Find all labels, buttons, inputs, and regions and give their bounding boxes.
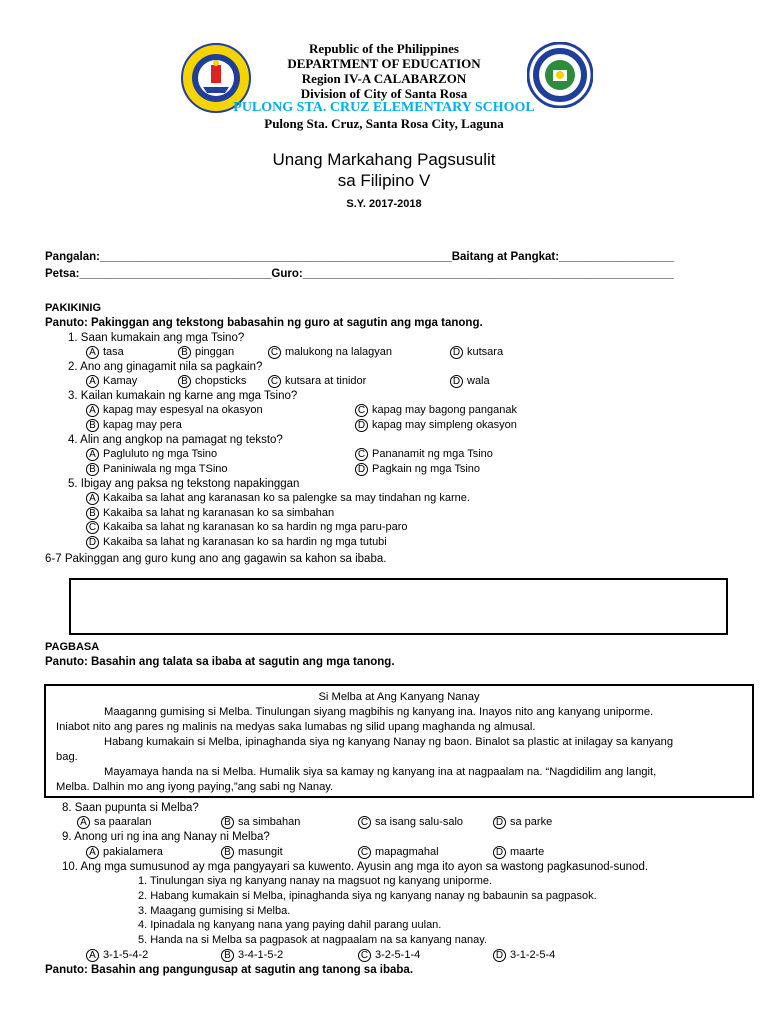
school-year: S.Y. 2017-2018 [346,198,422,210]
q10-item-4: 4. Ipinadala ng kanyang nana yang paying dahil parang uulan. [138,919,442,931]
option-letter: A [86,448,99,461]
option-letter: A [86,404,99,417]
q2-option-a[interactable] [86,374,137,388]
option-letter: A [86,949,99,962]
option-text: sa parke [510,816,553,828]
question-9: 9. Anong uri ng ina ang Nanay ni Melba? [62,831,270,843]
option-text: chopsticks [195,375,247,387]
option-letter: D [86,536,99,549]
option-text: malukong na lalagyan [285,346,393,358]
section-heading-pakikinig: PAKIKINIG [45,302,102,314]
header-school-name: PULONG STA. CRUZ ELEMENTARY SCHOOL [233,100,535,115]
q3-option-c[interactable] [355,403,517,417]
option-text: 3-1-5-4-2 [103,949,149,961]
option-letter: A [77,816,90,829]
question-4: 4. Alin ang angkop na pamagat ng teksto? [68,434,283,446]
q4-option-c[interactable] [355,447,493,461]
option-text: kapag may pera [103,419,182,431]
pangalan-field[interactable]: Pangalan:_______________________________________________________Baitang at Pangkat:__________________ [45,251,675,263]
option-letter: A [86,492,99,505]
option-text: kutsara [467,346,504,358]
q10-item-1: 1. Tinulungan siya ng kanyang nanay na magsuot ng kanyang uniporme. [138,875,493,887]
option-letter: C [358,816,371,829]
option-letter: A [86,375,99,388]
instruction-pakikinig: Panuto: Pakinggan ang tekstong babasahin ng guro at sagutin ang mga tanong. [45,317,483,329]
question-1: 1. Saan kumakain ang mga Tsino? [68,332,245,344]
question-3: 3. Kailan kumakain ng karne ang mga Tsino? [68,390,298,402]
option-text: sa paaralan [94,816,152,828]
option-letter: C [358,846,371,859]
q9-option-a[interactable] [86,845,163,859]
q8-option-d[interactable] [493,815,552,829]
option-text: kapag may simpleng okasyon [372,419,517,431]
option-letter: B [86,463,99,476]
q9-option-c[interactable] [358,845,439,859]
story-paragraph-1-line-2: Iniabot nito ang pares ng malinis na medyas saka lumabas ng silid upang maghanda ng almusal. [56,721,536,733]
option-text: Pagkain ng mga Tsino [372,463,481,475]
q4-option-d[interactable] [355,462,480,476]
question-6-7: 6-7 Pakinggan ang guro kung ano ang gagawin sa kahon sa ibaba. [45,553,387,565]
q10-option-a[interactable] [86,948,148,962]
option-letter: D [493,949,506,962]
option-letter: C [355,448,368,461]
instruction-last: Panuto: Basahin ang pangungusap at sagutin ang tanong sa ibaba. [45,964,414,976]
option-letter: B [221,846,234,859]
option-letter: A [86,346,99,359]
header-republic: Republic of the Philippines [309,41,459,56]
q2-option-c[interactable] [268,374,366,388]
q10-option-d[interactable] [493,948,555,962]
option-text: Kamay [103,375,138,387]
question-10: 10. Ang mga sumusunod ay mga pangyayari sa kuwento. Ayusin ang mga ito ayon sa wastong pagkasunod-sunod. [62,861,649,873]
q4-option-b[interactable] [86,462,228,476]
option-text: Kakaiba sa lahat ng karanasan ko sa hardin ng mga tutubi [103,536,387,548]
option-text: Kakaiba sa lahat ng karanasan ko sa simbahan [103,507,335,519]
option-letter: D [493,846,506,859]
option-letter: C [86,521,99,534]
option-text: maarte [510,846,545,858]
option-text: Kakaiba sa lahat ang karanasan ko sa palengke sa may tindahan ng karne. [103,492,470,504]
option-letter: B [178,346,191,359]
option-text: 3-1-2-5-4 [510,949,556,961]
header-address: Pulong Sta. Cruz, Santa Rosa City, Laguna [264,116,504,131]
story-paragraph-3-line-2: Melba. Dalhin mo ang iyong paying,”ang sabi ng Nanay. [56,781,334,793]
option-text: tasa [103,346,124,358]
option-letter: B [178,375,191,388]
option-letter: C [358,949,371,962]
option-letter: D [355,463,368,476]
option-text: wala [467,375,490,387]
q5-option-d[interactable] [86,535,387,549]
q9-option-b[interactable] [221,845,283,859]
q10-item-3: 3. Maagang gumising si Melba. [138,905,291,917]
option-text: kutsara at tinidor [285,375,367,387]
q3-option-a[interactable] [86,403,263,417]
question-2: 2. Ano ang ginagamit nila sa pagkain? [68,361,263,373]
q10-item-5: 5. Handa na si Melba sa pagpasok at nagpaalam na sa kanyang nanay. [138,934,487,946]
q10-option-b[interactable] [221,948,283,962]
option-letter: D [450,346,463,359]
q2-option-b[interactable] [178,374,246,388]
story-paragraph-2-line-2: bag. [56,751,78,763]
option-text: kapag may espesyal na okasyon [103,404,263,416]
option-letter: B [221,949,234,962]
instruction-pagbasa: Panuto: Basahin ang talata sa ibaba at sagutin ang mga tanong. [45,656,395,668]
option-text: 3-4-1-5-2 [238,949,284,961]
q8-option-b[interactable] [221,815,300,829]
q1-option-b[interactable] [178,345,234,359]
exam-subject: sa Filipino V [337,171,431,190]
petsa-field[interactable]: Petsa:______________________________Guro:__________________________________________________________ [45,268,674,280]
option-text: masungit [238,846,283,858]
q10-option-c[interactable] [358,948,420,962]
q5-option-c[interactable] [86,520,408,534]
q8-option-c[interactable] [358,815,463,829]
story-title: Si Melba at Ang Kanyang Nanay [318,691,480,703]
option-text: mapagmahal [375,846,439,858]
option-letter: D [355,419,368,432]
header-division: Division of City of Santa Rosa [300,86,468,101]
q10-item-2: 2. Habang kumakain si Melba, ipinaghanda siya ng kanyang nanay ng babaunin sa pagpasok. [138,890,597,902]
story-box [44,684,754,798]
q1-option-a[interactable] [86,345,124,359]
option-letter: C [268,375,281,388]
question-5: 5. Ibigay ang paksa ng tekstong napakinggan [68,478,300,490]
option-text: kapag may bagong panganak [372,404,517,416]
question-8: 8. Saan pupunta si Melba? [62,802,199,814]
answer-box[interactable] [69,578,728,635]
q8-option-a[interactable] [77,815,152,829]
option-letter: C [355,404,368,417]
q2-option-d[interactable] [450,374,490,388]
section-heading-pagbasa: PAGBASA [45,641,100,653]
option-text: pinggan [195,346,235,358]
option-text: pakialamera [103,846,163,858]
q5-option-a[interactable] [86,491,470,505]
q3-option-d[interactable] [355,418,517,432]
story-paragraph-3-line-1: Mayamaya handa na si Melba. Humalik siya sa kamay ng kanyang ina at nagpaalam na. “Nagdidilim ang langit, [104,766,657,778]
option-letter: B [86,507,99,520]
q1-option-d[interactable] [450,345,503,359]
option-text: Paniniwala ng mga TSino [103,463,228,475]
option-text: sa simbahan [238,816,301,828]
header-region: Region IV-A CALABARZON [301,71,467,86]
option-letter: C [268,346,281,359]
option-letter: B [86,419,99,432]
option-text: sa isang salu-salo [375,816,464,828]
q3-option-b[interactable] [86,418,182,432]
q5-option-b[interactable] [86,506,334,520]
option-text: Pagluluto ng mga Tsino [103,448,218,460]
option-letter: D [493,816,506,829]
q4-option-a[interactable] [86,447,217,461]
q9-option-d[interactable] [493,845,544,859]
option-letter: B [221,816,234,829]
option-text: Pananamit ng mga Tsino [372,448,493,460]
option-text: Kakaiba sa lahat ng karanasan ko sa hardin ng mga paru-paro [103,521,408,533]
option-text: 3-2-5-1-4 [375,949,421,961]
option-letter: D [450,375,463,388]
exam-title: Unang Markahang Pagsusulit [272,150,496,169]
q1-option-c[interactable] [268,345,392,359]
header-department: DEPARTMENT OF EDUCATION [287,56,481,71]
story-paragraph-2-line-1: Habang kumakain si Melba, ipinaghanda siya ng kanyang Nanay ng baon. Binalot sa plastic at inilagay sa kanyang [104,736,674,748]
option-letter: A [86,846,99,859]
story-paragraph-1-line-1: Maaganng gumising si Melba. Tinulungan siyang magbihis ng kanyang ina. Inayos nito ang kanyang uniporme. [104,706,654,718]
